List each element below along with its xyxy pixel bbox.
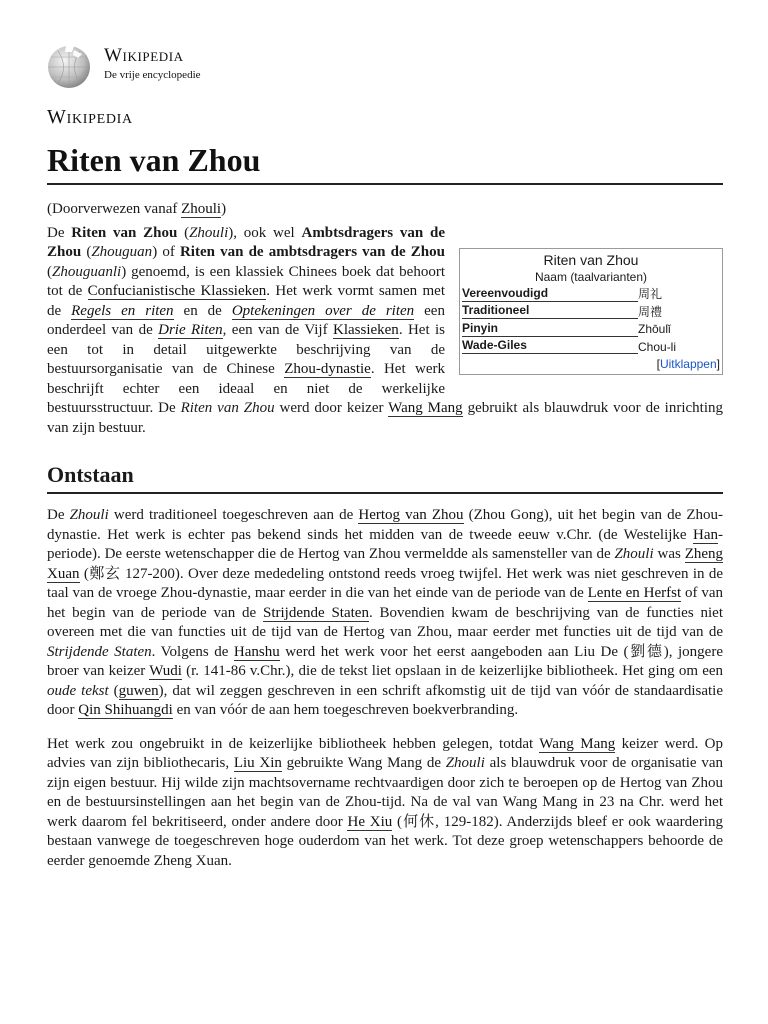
intro-term-italic: Zhouguan [91,244,153,260]
intro-text: De [47,224,72,241]
paragraph-text: (Zhou Gong), uit het begin van de Zhou-dynastie. Het werk is echter pas bekend sinds het midden van de tweede eeuw v.Chr. (de Westelijke [47,507,723,543]
infobox-value-wade-giles: Chou-li [638,339,677,354]
italic-term: Zhouli [69,507,109,523]
link-confucianistische-klassieken[interactable]: Confucianistische Klassieken [87,283,267,299]
italic-term: Strijdende Staten [47,643,152,660]
link-wudi[interactable]: Wudi [149,663,182,679]
paragraph-text: . Bovendien kwam de beschrijving van de functies niet overeen met die van functies uit de tijd van de Hertog van Zhou, maar eerder met functies uit de tijd van de [47,604,723,640]
intro-text: . Het werk vormt samen met de [47,283,445,319]
link-wang-mang[interactable]: Wang Mang [539,735,616,752]
intro-text: , een van de Vijf [222,322,333,338]
intro-term: Riten van de ambtsdragers van de Zhou [179,244,445,260]
infobox-expand-toggle [462,356,720,372]
link-hanshu[interactable]: Hanshu [233,643,280,660]
infobox-value-traditional: 周禮 [638,304,663,319]
page-title: Riten van Zhou [47,142,261,178]
paragraph-text: werd het werk voor het eerst aangeboden aan Liu De (劉德), jongere broer van keizer [47,643,723,679]
toggle-bracket-close: ] [716,356,720,371]
paragraph-text: . Volgens de [151,643,234,660]
intro-text: werd door keizer [274,400,389,416]
wiki-label: Wikipedia [47,106,133,128]
paragraph-text: en van vóór de aan hem toegeschreven boekverbranding. [172,702,519,718]
intro-text: ( [81,244,92,260]
infobox-key-pinyin[interactable]: Pinyin [462,321,638,337]
paragraph-text: ), dat wil zeggen geschreven in een schrift afkomstig uit de tijd van vóór de standaardisatie door [47,682,724,718]
infobox-row [462,303,720,321]
brand-block [104,45,201,82]
intro-text: een onderdeel van de [47,302,445,338]
section-paragraph [47,735,723,872]
paragraph-text: ( [108,682,119,699]
infobox-row [462,286,720,304]
paragraph-text: (鄭玄 127-200). Over deze mededeling ontstond reeds vroeg twijfel. Het werk was niet geschreven in de taal van de vroege Zhou-dynastie, maar eerder in die van het einde van de periode van de [47,565,723,601]
paragraph-text: keizer werd. Op advies van zijn bibliothecaris, [47,735,724,771]
infobox [459,248,723,375]
paragraph-text: gebruikte Wang Mang de [281,755,446,771]
intro-text: . Het werk beschrijft echter een ideaal en niet de werkelijke bestuursstructuur. De [47,361,445,416]
intro-term-italic: Zhouli [189,224,229,241]
intro-term-italic: Zhouguanli [52,263,122,280]
intro-text: ) of [152,244,180,260]
section-heading-ontstaan: Ontstaan [47,462,723,494]
paragraph-text: Het werk zou ongebruikt in de keizerlijke bibliotheek hebben gelegen, totdat [47,735,540,752]
link-hertog-van-zhou[interactable]: Hertog van Zhou [358,507,464,523]
infobox-row [462,338,720,356]
article-content [47,200,723,871]
intro-text: ( [177,224,190,241]
brand-tagline: De vrije encyclopedie [104,69,201,81]
intro-text: ), ook wel [228,224,302,241]
paragraph-text: (何休, 129-182). Anderzijds bleef er ook waardering bestaan vanwege de toegeschreven hoge ouderdom van het werk. Tot deze groep wetenschappers behoorde de eerder genoemde Zheng Xuan. [47,813,723,869]
infobox-subtitle: Naam (taalvarianten) [534,269,648,284]
toggle-bracket-open: [ [656,356,660,371]
section-paragraph [47,506,723,721]
link-klassieken[interactable]: Klassieken [332,322,399,338]
link-lente-en-herfst[interactable]: Lente en Herfst [587,585,682,601]
infobox-row [462,321,720,339]
link-zheng-xuan[interactable]: Zheng Xuan [47,546,724,582]
italic-term: oude tekst [47,682,109,699]
intro-text: gebruikt als blauwdruk voor de inrichting van zijn bestuur. [47,400,724,436]
intro-term: Riten van Zhou [71,224,178,241]
title-divider [47,183,723,185]
link-regels-en-riten[interactable]: Regels en riten [71,302,174,319]
infobox-key-wade-giles[interactable]: Wade-Giles [462,338,638,354]
link-liu-xin[interactable]: Liu Xin [233,755,282,771]
italic-term: Zhouli [445,755,485,771]
link-strijdende-staten[interactable]: Strijdende Staten [262,604,369,621]
paragraph-text: -periode). De eerste wetenschapper die de Hertog van Zhou vermeldde als samensteller van de [47,526,723,562]
infobox-key-traditional[interactable]: Traditioneel [462,303,638,319]
link-han[interactable]: Han [693,526,718,543]
intro-text: ) genoemd, is een klassiek Chinees boek dat behoort tot de [47,263,445,299]
paragraph-text: of van het begin van de periode van de [47,585,723,621]
paragraph-text: De [47,507,70,523]
link-guwen[interactable]: guwen [118,682,159,699]
intro-text: en de [173,302,232,319]
infobox-title: Riten van Zhou [543,251,639,268]
redirect-note [47,200,723,220]
intro-term: Ambtsdragers van de Zhou [47,224,446,260]
paragraph-text: (r. 141-86 v.Chr.), die de tekst liet opslaan in de keizerlijke bibliotheek. Het ging om een [181,663,724,679]
redirect-link[interactable]: Zhouli [181,201,222,217]
brand-name[interactable]: Wikipedia [104,45,184,66]
infobox-value-pinyin: Zhōulǐ [638,322,671,337]
intro-text: . Het is een tot in detail uitgewerkte beschrijving van de bestuursorganisatie van de Chinese [47,322,446,377]
expand-button[interactable]: Uitklappen [659,356,717,371]
link-optekeningen-over-de-riten[interactable]: Optekeningen over de riten [231,302,415,319]
paragraph-text: als blauwdruk voor de organisatie van zijn eigen bestuur. Hij wilde zijn machtsovername rechtvaardigen door zich te beroepen op de Hertog van Zhou en de bestuursinstellingen aan het begin van de Zhou-tijd. Na de val van Wang Mang in 23 na Chr. werd het werk daarom fel bekritiseerd, onder andere door [47,755,723,830]
infobox-key-simplified[interactable]: Vereenvoudigd [462,286,638,302]
italic-term: Zhouli [614,546,654,562]
link-zhou-dynastie[interactable]: Zhou-dynastie [284,361,371,377]
wikipedia-globe-logo[interactable] [44,42,96,90]
redirect-suffix: ) [221,201,227,217]
paragraph-text: was [653,546,685,562]
redirect-prefix: (Doorverwezen vanaf [47,201,182,217]
site-header [44,42,344,90]
intro-text: ( [47,263,52,280]
paragraph-text: werd traditioneel toegeschreven aan de [108,507,359,523]
link-qin-shihuangdi[interactable]: Qin Shihuangdi [78,702,173,718]
link-wang-mang[interactable]: Wang Mang [388,400,463,416]
infobox-value-simplified: 周礼 [638,287,663,302]
link-he-xiu[interactable]: He Xiu [347,813,393,830]
link-drie-riten[interactable]: Drie Riten [158,322,223,338]
intro-term-italic: Riten van Zhou [180,400,275,416]
